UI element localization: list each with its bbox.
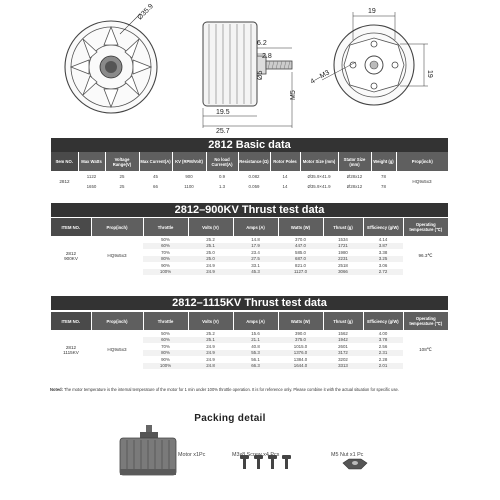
cell: 1980 [338,249,348,255]
cell: 3066 [323,269,363,276]
cell: 1.3 [218,183,226,189]
thrust-1115kv-header-row [51,312,448,330]
table-row [51,171,448,181]
cell: 80% [143,350,188,357]
dim-shaft: Ø5 [257,70,264,80]
item-no-model: 2812 [65,250,77,256]
header-cell: Watts (W) [278,312,323,330]
cell: 55.3 [233,350,278,357]
cell: 0.059 [248,183,260,189]
cell: 4.14 [378,236,388,242]
cell: 25.0 [188,256,233,263]
temperature-cell: 108℃ [419,346,432,352]
cell: 25 [119,173,125,179]
cell: 50% [161,236,170,242]
cell: 900 [185,173,193,179]
basic-header-row [51,152,448,171]
thrust-900kv-header-row [51,218,448,236]
header-cell: No load Current(A) [206,152,238,171]
header-cell: Efficiency (g/W) [363,312,403,330]
cell: 56.1 [251,356,260,362]
cell: 17.9 [233,243,278,250]
packing-title: Packing detail [194,413,266,424]
header-cell: Item NO. [51,152,78,171]
motor-caption: Motor x1Pc [178,452,206,458]
prop-cell: HQ9x5x3 [107,253,127,258]
cell: 447.0 [278,243,323,250]
cell: 24.9 [206,343,215,349]
cell: 1127.0 [278,269,323,276]
cell: 1376.0 [278,350,323,357]
motor-front-view [65,3,157,113]
dim-6-2: 6.2 [257,40,267,47]
dim-25-7: 25.7 [216,128,230,135]
nut-image [343,459,367,469]
header-cell: Thrust (g) [323,312,363,330]
cell: Ø35.9×41.9 [307,183,331,189]
cell: 3.87 [363,243,403,250]
dim-2-8: 2.8 [262,53,272,60]
footnote [50,387,450,392]
cell: 66.3 [233,363,278,370]
footnote-text: The motor temperature is the internal temperature of the motor for 1 min under 100% throttle operation. It is for reference only. Please combine it with the actual situation for specific use. [64,387,399,392]
cell: 1721 [323,243,363,250]
cell: 1942 [323,337,363,344]
item-no-cell [51,236,91,275]
item-no: 2812 [59,178,70,184]
footnote-label: Noted: [50,387,63,392]
technical-drawing [0,0,500,140]
header-cell: Operating temperature (℃) [403,218,448,236]
cell: 2231 [323,256,363,263]
cell: 25.2 [206,236,215,242]
dim-19-5: 19.5 [216,109,230,116]
cell: 23.4 [251,249,260,255]
header-cell: Throttle [143,218,188,236]
cell: 25.1 [188,243,233,250]
cell: 2601 [338,343,348,349]
item-no-cell [51,330,91,369]
cell: 1122 [86,173,97,179]
header-cell: Weight (g) [371,152,396,171]
header-cell: Prop(inch) [91,312,143,330]
screw-caption: M3x8 Screw x4 Pcs [232,452,280,458]
header-cell: Throttle [143,312,188,330]
thrust-900kv-title: 2812–900KV Thrust test data [51,203,448,217]
cell: 3.25 [363,256,403,263]
cell: 45 [153,173,158,179]
header-cell: Prop(inch) [396,152,448,171]
header-cell: KV (RPM/Volt) [172,152,206,171]
cell: 14 [282,173,288,179]
cell: 25 [119,183,125,189]
header-cell: Amps (A) [233,312,278,330]
dim-width-19: 19 [368,8,376,15]
cell: 2.56 [378,343,388,349]
header-cell: Motor Size (mm) [300,152,338,171]
dim-diameter: Ø35.9 [136,2,155,22]
cell: 375.0 [278,337,323,344]
dim-m5: M5 [290,90,297,100]
header-cell: Thrust (g) [323,218,363,236]
prop-cell: HQ9x5x3 [107,347,127,352]
motor-side-view [203,22,297,135]
cell: 25.2 [206,330,215,336]
cell: 24.9 [206,356,215,362]
cell: 1562 [338,330,348,336]
cell: 33.1 [251,262,260,268]
motor-image [120,425,176,475]
table-row [51,181,448,191]
item-no-kv: 900KV [64,255,78,261]
header-cell: Max Current(A) [139,152,172,171]
cell: 2.01 [363,363,403,370]
cell: 821.0 [295,262,306,268]
cell: 1650 [86,183,97,189]
cell: 14.8 [251,236,260,242]
cell: 2.31 [363,350,403,357]
header-cell: Prop(inch) [91,218,143,236]
cell: 27.5 [233,256,278,263]
cell: 60% [143,243,188,250]
cell: 0.082 [248,173,260,179]
cell: 90% [161,356,170,362]
header-cell: Max Watts [78,152,105,171]
cell: 0.9 [218,173,226,179]
dim-holes: 4—M3 [309,69,331,86]
basic-data-title: 2812 Basic data [51,138,448,152]
cell: 70% [161,343,170,349]
cell: 1644.0 [278,363,323,370]
cell: 3.06 [378,262,388,268]
motor-bottom-view [310,8,434,105]
cell: 1100 [184,183,194,189]
cell: 60% [143,337,188,344]
cell: 100% [143,363,188,370]
cell: 687.0 [278,256,323,263]
header-cell: Voltage Range(V) [105,152,139,171]
cell: 40.8 [251,343,260,349]
basic-data-table [51,152,448,191]
cell: 24.8 [188,363,233,370]
temperature-cell: 96.3℃ [418,252,433,258]
header-cell: Watts (W) [278,218,323,236]
prop-cell: HQ9x5x3 [412,178,432,184]
item-no-model: 2812 [65,344,77,350]
cell: 50% [161,330,170,336]
cell: 90% [161,262,170,268]
thrust-900kv-table [51,218,448,275]
cell: 3.38 [378,249,388,255]
cell: 78 [381,183,386,189]
cell: 70% [161,249,170,255]
header-cell: ITEM NO. [51,218,91,236]
thrust-1115kv-title: 2812–1115KV Thrust test data [51,296,448,310]
header-cell: Stator Size (mm) [338,152,371,171]
cell: 21.1 [233,337,278,344]
cell: Ø28x12 [346,183,363,189]
thrust-1115kv-table [51,312,448,369]
cell: 4.00 [378,330,388,336]
cell: 15.6 [251,330,260,336]
header-cell: Volts (V) [188,218,233,236]
cell: 14 [282,183,288,189]
header-cell: Operating temperature (℃) [403,312,448,330]
cell: 2.28 [378,356,388,362]
cell: 78 [381,173,386,179]
nut-caption: M5 Nut x1 Pc [331,452,364,458]
cell: 3172 [323,350,363,357]
cell: 66 [153,183,158,189]
cell: 1384.0 [293,356,308,362]
cell: 3202 [338,356,348,362]
cell: 2518 [338,262,348,268]
cell: 24.9 [188,350,233,357]
cell: Ø35.9×41.9 [307,173,331,179]
header-cell: Volts (V) [188,312,233,330]
header-cell: ITEM NO. [51,312,91,330]
cell: 1534 [338,236,348,242]
cell: Ø28x12 [346,173,363,179]
cell: 25.0 [206,249,215,255]
header-cell: Efficiency (g/W) [363,218,403,236]
cell: 390.0 [295,330,306,336]
header-cell: Amps (A) [233,218,278,236]
header-cell: Resistance (Ω) [238,152,270,171]
cell: 370.0 [295,236,306,242]
cell: 100% [143,269,188,276]
header-cell: Rotor Poles [270,152,300,171]
cell: 25.1 [188,337,233,344]
cell: 2.72 [363,269,403,276]
cell: 80% [143,256,188,263]
dim-height-19: 19 [426,70,433,78]
cell: 585.0 [295,249,306,255]
cell: 24.9 [206,262,215,268]
cell: 1015.0 [293,343,308,349]
item-no-kv: 1115KV [63,349,79,355]
cell: 45.3 [233,269,278,276]
cell: 3.78 [363,337,403,344]
cell: 3313 [323,363,363,370]
cell: 24.9 [188,269,233,276]
